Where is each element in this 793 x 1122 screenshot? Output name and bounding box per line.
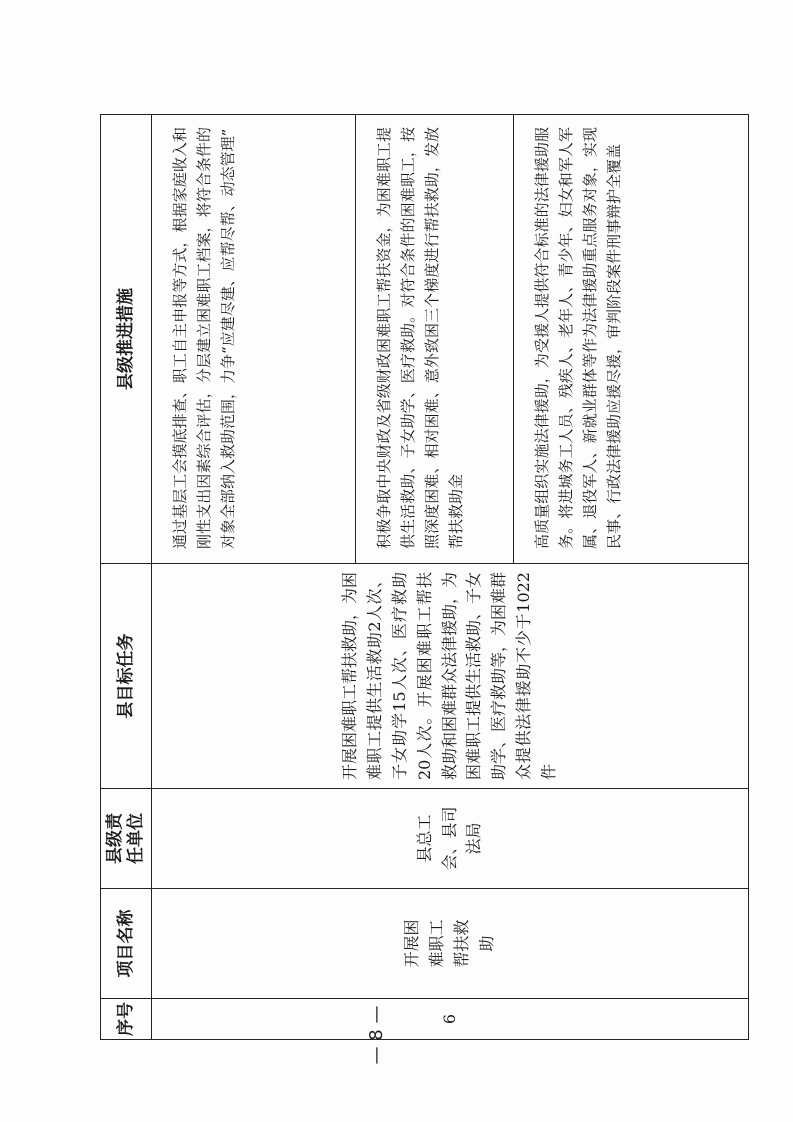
row-no: 6 [152,999,749,1040]
header-measures: 县级推进措施 [101,115,152,564]
table-container [100,115,743,1040]
measure-text-2: 积极争取中央财政及省级财政困难职工帮扶资金，为困难职工提供生活救助、子女助学、医疗救助。对符合条件的困难职工，按照深度困难、相对困难、意外致困三个梯度进行帮扶救助，发放帮扶救助金 [375,127,465,549]
row-unit-text: 县总工会、县司法局 [414,806,484,871]
row-task-text: 开展困难职工帮扶救助，为困难职工提供生活救助2人次、子女助学15人次、医疗救助20人次。开展困难职工帮扶救助和困难群众法律援助，为困难职工提供生活救助、子女助学、医疗救助等，为困难群众提供法律援助不少于1022件 [340,571,558,780]
measure-cell-2 [356,115,514,564]
table-header-row [101,115,152,1040]
header-unit: 县级责任单位 [101,789,152,889]
measure-cell-1 [152,115,356,564]
page-number-text: — 8 — [366,1005,387,1065]
measure-text-3: 高质量组织实施法律援助，为受援人提供符合标准的法律援助服务。将进城务工人员、残疾人、老年人、青少年、妇女和军人军属、退役军人、新就业群体等作为法律援助重点服务对象，实现民事、行政法律援助应援尽援，审判阶段案件刑事辩护全覆盖 [533,127,623,549]
measure-cell-3 [514,115,749,564]
rotated-table-layer [100,115,743,1040]
measure-text-1: 通过基层工会摸底排查、职工自主申报等方式，根据家庭收入和刚性支出因素综合评估，分层建立困难职工档案，将符合条件的对象全部纳入救助范围，力争“应建尽建、应帮尽帮、动态管理” [171,127,237,549]
row-task [152,564,749,789]
row-unit [152,789,749,889]
table-row [152,115,356,1040]
header-project: 项目名称 [101,889,152,999]
project-table [100,114,749,1040]
header-task: 县目标任务 [101,564,152,789]
page-number [366,1005,406,1065]
header-no: 序号 [101,999,152,1040]
row-project [152,889,749,999]
row-project-text: 开展困难职工帮扶救助 [402,919,496,968]
